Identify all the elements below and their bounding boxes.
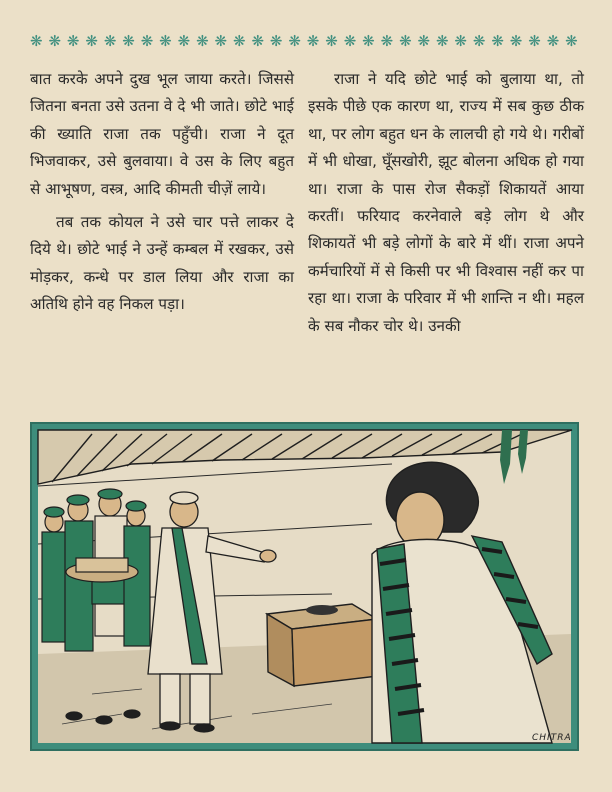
border-motif-icon: ❋	[159, 32, 172, 50]
border-motif-icon: ❋	[140, 32, 154, 50]
left-paragraph-2: तब तक कोयल ने उसे चार पत्ते लाकर दे दिये थे। छोटे भाई ने उन्हें कम्बल में रखकर, उसे मोड़कर, कन्धे पर डाल लिया और राजा का अतिथि होने वह निकल पड़ा।	[30, 213, 294, 314]
border-motif-icon: ❋	[48, 32, 62, 50]
border-motif-icon: ❋	[177, 32, 191, 50]
decorative-border	[30, 32, 578, 50]
border-motif-icon: ❋	[196, 32, 209, 50]
illustration-signature: CHITRA	[532, 733, 572, 743]
left-paragraph-1: बात करके अपने दुख भूल जाया करते। जिससे जितना बनता उसे उतना वे दे भी जाते। छोटे भाई की ख्याति राजा तक पहुँची। राजा ने दूत भिजवाकर, उसे बुलवाया। वे उस के लिए बहुत से आभूषण, वस्त्र, आदि कीमती चीज़ें लाये।	[30, 70, 294, 198]
border-motif-icon: ❋	[85, 32, 98, 50]
border-motif-icon: ❋	[232, 32, 246, 50]
border-motif-icon: ❋	[306, 32, 320, 50]
border-motif-icon: ❋	[491, 32, 504, 50]
border-motif-icon: ❋	[269, 32, 283, 50]
border-motif-icon: ❋	[325, 32, 338, 50]
border-motif-icon: ❋	[435, 32, 449, 50]
left-column	[30, 66, 294, 319]
border-motif-icon: ❋	[528, 32, 541, 50]
border-motif-icon: ❋	[103, 32, 117, 50]
border-motif-icon: ❋	[251, 32, 265, 50]
wooden-box	[267, 604, 378, 686]
border-motif-icon: ❋	[66, 32, 80, 50]
border-motif-icon: ❋	[343, 32, 357, 50]
border-motif-icon: ❋	[399, 32, 412, 50]
border-motif-icon: ❋	[214, 32, 228, 50]
border-motif-icon: ❋	[565, 32, 578, 50]
illustration	[30, 422, 579, 751]
right-paragraph-1: राजा ने यदि छोटे भाई को बुलाया था, तो इसके पीछे एक कारण था, राज्य में सब कुछ ठीक था, पर लोग बहुत धन के लालची हो गये थे। गरीबों में भी धोखा, घूँसखोरी, झूट बोलना अधिक हो गया था। राजा के पास रोज सैकड़ों शिकायतें आया करतीं। फरियाद करनेवाले बड़े लोग थे और शिकायतें भी बड़े लोगों के बारे में थीं। राजा अपने कर्मचारियों में से किसी पर भी विश्वास नहीं कर पा रहा था। राजा के परिवार में भी शान्ति न थी। महल के सब नौकर चोर थे। उनकी	[308, 70, 584, 335]
border-motif-icon: ❋	[30, 32, 43, 50]
bowl	[306, 605, 338, 615]
border-motif-icon: ❋	[546, 32, 560, 50]
border-motif-icon: ❋	[288, 32, 301, 50]
border-motif-icon: ❋	[122, 32, 135, 50]
border-motif-icon: ❋	[454, 32, 467, 50]
border-motif-icon: ❋	[472, 32, 486, 50]
right-column	[308, 66, 584, 340]
illustration-scene	[32, 424, 577, 749]
border-motif-icon: ❋	[417, 32, 431, 50]
border-motif-icon: ❋	[509, 32, 523, 50]
border-motif-icon: ❋	[380, 32, 394, 50]
border-motif-icon: ❋	[362, 32, 375, 50]
